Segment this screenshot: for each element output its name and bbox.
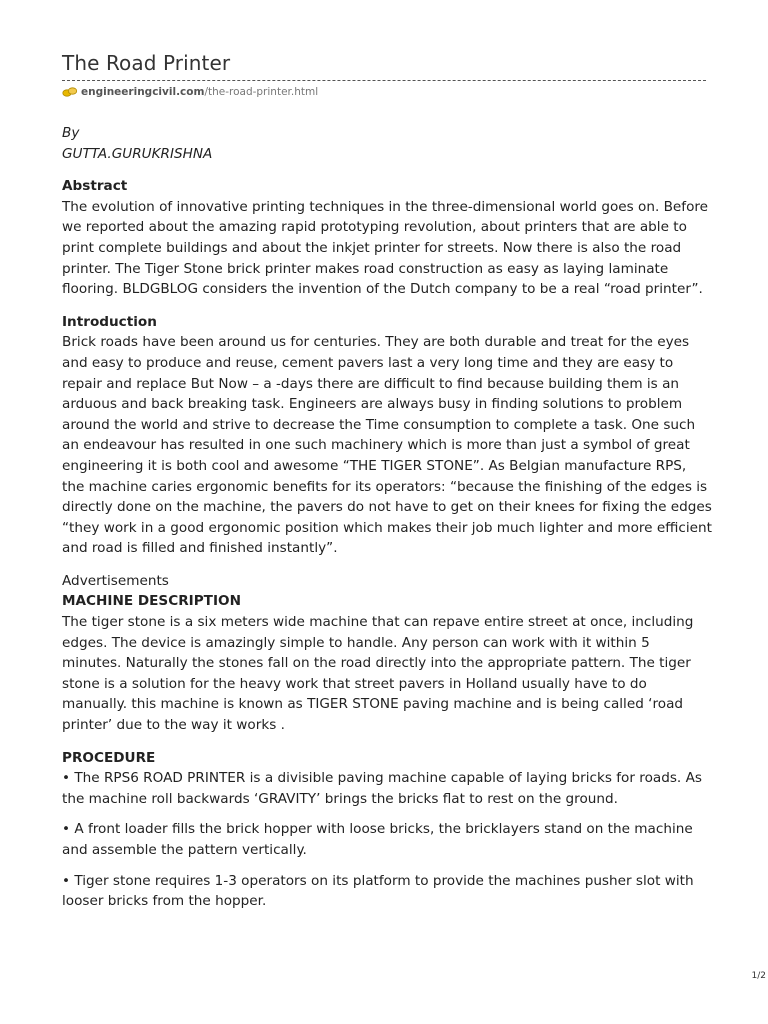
procedure-item: • The RPS6 ROAD PRINTER is a divisible paving machine capable of laying bricks for roads. As the machine roll backwards ‘GRAVITY’ brings the bricks flat to rest on the ground. <box>62 770 702 807</box>
source-path[interactable]: /the-road-printer.html <box>204 86 319 98</box>
introduction-heading: Introduction <box>62 313 157 330</box>
page-number: 1/2 <box>751 971 766 981</box>
source-domain[interactable]: engineeringcivil.com <box>81 86 205 98</box>
abstract-heading: Abstract <box>62 178 128 195</box>
byline-label: By <box>62 125 80 141</box>
procedure-heading: PROCEDURE <box>62 749 156 766</box>
introduction-text: Brick roads have been around us for centuries. They are both durable and treat for the eyes and easy to produce and reuse, cement pavers last a very long time and they are easy to repair and replace But Now – a -days there are difficult to find because building them is an arduous and back breaking task. Engineers are always busy in finding solutions to problem around the world and strive to decrease the Time consumption to complete a task. One such an endeavour has resulted in one such machinery which is more than just a symbol of great engineering it is both cool and awesome “THE TIGER STONE”. As Belgian manufacture RPS, the machine caries ergonomic benefits for its operators: “because the finishing of the edges is directly done on the machine, the pavers do not have to get on their knees for fixing the edges “they work in a good ergonomic position which makes their job much lighter and more efficient and road is filled and finished instantly”. <box>62 334 712 557</box>
abstract-text: The evolution of innovative printing techniques in the three-dimensional world goes on. Before we reported about the amazing rapid prototyping revolution, about printers that are able to print complete buildings and about the inkjet printer for streets. Now there is also the road printer. The Tiger Stone brick printer makes road construction as easy as laying laminate flooring. BLDGBLOG considers the invention of the Dutch company to be a real “road printer”. <box>62 198 709 298</box>
machine-description-heading: MACHINE DESCRIPTION <box>62 593 241 610</box>
title-divider <box>62 80 706 81</box>
advertisements-label: Advertisements <box>62 572 169 589</box>
page-title: The Road Printer <box>62 51 231 75</box>
author-name: GUTTA.GURUKRISHNA <box>62 145 213 162</box>
source-link[interactable] <box>62 86 318 98</box>
link-icon <box>62 86 78 98</box>
article-body <box>62 123 712 912</box>
machine-description-text: The tiger stone is a six meters wide machine that can repave entire street at once, including edges. The device is amazingly simple to handle. Any person can work with it within 5 minutes. Naturally the stones fall on the road directly into the appropriate pattern. The tiger stone is a solution for the heavy work that street pavers in Holland usually have to do manually. this machine is known as TIGER STONE paving machine and is being called ‘road printer’ due to the way it works . <box>62 614 694 734</box>
procedure-item: • Tiger stone requires 1-3 operators on its platform to provide the machines pusher slot with looser bricks from the hopper. <box>62 872 694 910</box>
procedure-item: • A front loader fills the brick hopper with loose bricks, the bricklayers stand on the machine and assemble the pattern vertically. <box>62 821 693 858</box>
